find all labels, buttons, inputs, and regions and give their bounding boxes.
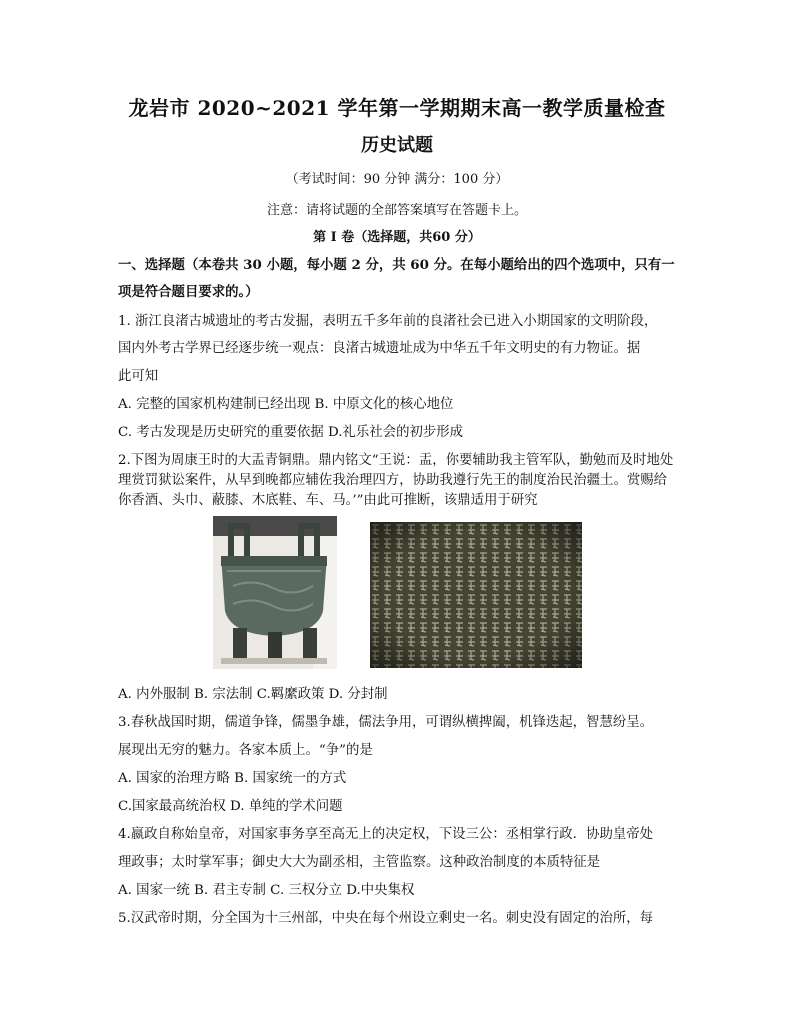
exam-info: （考试时间：90 分钟 满分：100 分）: [285, 172, 509, 187]
q2-stem-line2: 理赏罚狱讼案件，从早到晚都应辅佐我治理四方，协助我遵行先王的制度治民治疆土。赏赐给: [118, 473, 668, 488]
q1-options-ab: A. 完整的国家机构建制已经出现 B. 中原文化的核心地位: [118, 397, 454, 412]
inscription-illustration: [370, 522, 582, 668]
q1-stem-line1: 1. 浙江良渚古城遗址的考古发掘，表明五千多年前的良渚社会已进入小期国家的文明阶段，: [118, 314, 658, 329]
q4-stem-line2: 理政事；太时掌军事；御史大大为副丞相，主管监察。这种政治制度的本质特征是: [118, 855, 601, 870]
q1-stem-line2: 国内外考古学界已经逐步统一观点：良渚古城遗址成为中华五千年文明史的有力物证。据: [118, 341, 641, 356]
q3-options-cd: C.国家最高统治权 D. 单纯的学术问题: [118, 799, 343, 814]
q1-stem-line3: 此可知: [118, 369, 159, 384]
bronze-ding-photo: [213, 516, 337, 669]
bronze-ding-illustration: [213, 516, 337, 669]
exam-notice: 注意：请将试题的全部答案填写在答题卡上。: [266, 203, 527, 218]
q3-stem-line1: 3.春秋战国时期，儒道争锋，儒墨争雄，儒法争用，可谓纵横捭阖，机锋迭起，智慧纷呈。: [118, 715, 654, 730]
q4-stem-line1: 4.嬴政自称始皇帝，对国家事务享至高无上的决定权，下设三公：丞相掌行政．协助皇帝处: [118, 827, 654, 842]
exam-subject-title: 历史试题: [361, 135, 433, 156]
q3-stem-line2: 展现出无穷的魅力。各家本质上。“争”的是: [118, 743, 373, 758]
q2-options: A. 内外服制 B. 宗法制 C.羁縻政策 D. 分封制: [118, 687, 388, 702]
q1-options-cd: C. 考古发现是历史研究的重要依据 D.礼乐社会的初步形成: [118, 425, 464, 440]
section-instruction-line1: 一、选择题（本卷共 30 小题，每小题 2 分，共 60 分。在每小题给出的四个选项中，只有一: [118, 257, 675, 273]
q5-stem-line1: 5.汉武帝时期，分全国为十三州部，中央在每个州设立剩史一名。刺史没有固定的治所，每: [118, 911, 654, 926]
section-instruction-line2: 项是符合题目要求的。）: [118, 284, 259, 300]
exam-title: 龙岩市 2020~2021 学年第一学期期末高一教学质量检查: [128, 96, 666, 120]
inscription-rubbing-photo: [370, 522, 582, 668]
q4-options: A. 国家一统 B. 君主专制 C. 三权分立 D.中央集权: [118, 883, 415, 898]
q2-stem-line3: 你香酒、头巾、蔽膝、木底鞋、车、马。’”由此可推断，该鼎适用于研究: [118, 493, 538, 508]
q3-options-ab: A. 国家的治理方略 B. 国家统一的方式: [118, 771, 347, 786]
q2-stem-line1: 2.下图为周康王时的大盂青铜鼎。鼎内铭文“王说：盂，你要辅助我主管军队，勤勉而及时地处: [118, 453, 674, 468]
volume-heading: 第 I 卷（选择题，共60 分）: [313, 230, 481, 245]
